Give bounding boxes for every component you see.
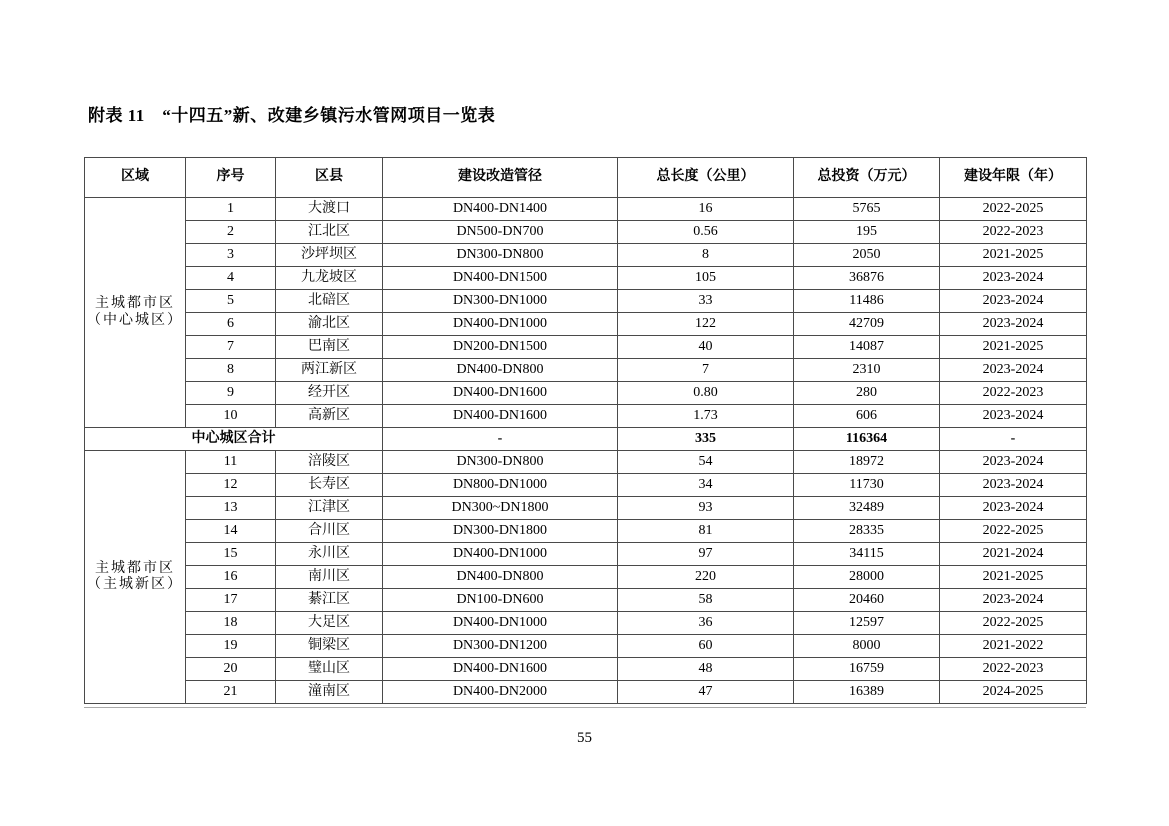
length-cell: 7 — [618, 359, 794, 382]
years-cell: 2022-2023 — [940, 221, 1087, 244]
table-row — [85, 681, 1087, 704]
investment-cell: 20460 — [794, 589, 940, 612]
region-line: （主城新区） — [87, 577, 183, 592]
years-cell: 2024-2025 — [940, 681, 1087, 704]
length-cell: 48 — [618, 658, 794, 681]
pipe-cell: DN400-DN2000 — [383, 681, 618, 704]
pipe-cell: DN400-DN1000 — [383, 543, 618, 566]
years-cell: 2023-2024 — [940, 451, 1087, 474]
table-row — [85, 589, 1087, 612]
pipe-cell: DN500-DN700 — [383, 221, 618, 244]
length-cell: 93 — [618, 497, 794, 520]
investment-cell: 16759 — [794, 658, 940, 681]
table-row — [85, 405, 1087, 428]
investment-cell: 280 — [794, 382, 940, 405]
investment-cell: 36876 — [794, 267, 940, 290]
length-cell: 1.73 — [618, 405, 794, 428]
seq-cell: 15 — [186, 543, 276, 566]
pipe-cell: DN300-DN800 — [383, 244, 618, 267]
seq-cell: 11 — [186, 451, 276, 474]
investment-cell: 14087 — [794, 336, 940, 359]
years-cell: 2023-2024 — [940, 359, 1087, 382]
length-cell: 220 — [618, 566, 794, 589]
years-cell: 2022-2023 — [940, 382, 1087, 405]
investment-cell: 8000 — [794, 635, 940, 658]
seq-cell: 2 — [186, 221, 276, 244]
investment-cell: 11486 — [794, 290, 940, 313]
pipe-cell: DN800-DN1000 — [383, 474, 618, 497]
seq-cell: 7 — [186, 336, 276, 359]
years-cell: 2023-2024 — [940, 589, 1087, 612]
district-cell: 渝北区 — [276, 313, 383, 336]
investment-cell: 18972 — [794, 451, 940, 474]
length-cell: 105 — [618, 267, 794, 290]
length-cell: 47 — [618, 681, 794, 704]
years-cell: 2023-2024 — [940, 313, 1087, 336]
region-line: （中心城区） — [87, 312, 183, 328]
investment-cell: 16389 — [794, 681, 940, 704]
district-cell: 巴南区 — [276, 336, 383, 359]
seq-cell: 13 — [186, 497, 276, 520]
years-cell: 2023-2024 — [940, 267, 1087, 290]
district-cell: 璧山区 — [276, 658, 383, 681]
header-region: 区域 — [85, 158, 186, 198]
years-cell: - — [940, 428, 1087, 451]
pipe-cell: DN100-DN600 — [383, 589, 618, 612]
pipe-cell: DN400-DN800 — [383, 359, 618, 382]
projects-table — [84, 157, 1087, 704]
seq-cell: 4 — [186, 267, 276, 290]
table-row — [85, 244, 1087, 267]
pipe-cell: DN400-DN1600 — [383, 658, 618, 681]
length-cell: 58 — [618, 589, 794, 612]
table-row — [85, 497, 1087, 520]
pipe-cell: DN300-DN1800 — [383, 520, 618, 543]
region-group-label — [85, 451, 186, 704]
district-cell: 长寿区 — [276, 474, 383, 497]
investment-cell: 11730 — [794, 474, 940, 497]
header-length: 总长度（公里） — [618, 158, 794, 198]
district-cell: 两江新区 — [276, 359, 383, 382]
table-header-row — [85, 158, 1087, 198]
table-row — [85, 382, 1087, 405]
investment-cell: 12597 — [794, 612, 940, 635]
years-cell: 2021-2022 — [940, 635, 1087, 658]
length-cell: 34 — [618, 474, 794, 497]
table-row — [85, 267, 1087, 290]
seq-cell: 14 — [186, 520, 276, 543]
district-cell: 潼南区 — [276, 681, 383, 704]
length-cell: 54 — [618, 451, 794, 474]
seq-cell: 9 — [186, 382, 276, 405]
investment-cell: 32489 — [794, 497, 940, 520]
investment-cell: 2310 — [794, 359, 940, 382]
header-seq: 序号 — [186, 158, 276, 198]
seq-cell: 18 — [186, 612, 276, 635]
years-cell: 2023-2024 — [940, 474, 1087, 497]
seq-cell: 16 — [186, 566, 276, 589]
seq-cell: 10 — [186, 405, 276, 428]
district-cell: 南川区 — [276, 566, 383, 589]
district-cell: 九龙坡区 — [276, 267, 383, 290]
length-cell: 16 — [618, 198, 794, 221]
district-cell: 江北区 — [276, 221, 383, 244]
pipe-cell: DN300~DN1800 — [383, 497, 618, 520]
years-cell: 2022-2023 — [940, 658, 1087, 681]
investment-cell: 116364 — [794, 428, 940, 451]
table-row — [85, 359, 1087, 382]
seq-cell: 20 — [186, 658, 276, 681]
table-row — [85, 635, 1087, 658]
page-number: 55 — [577, 730, 592, 746]
pipe-cell: DN200-DN1500 — [383, 336, 618, 359]
district-cell: 合川区 — [276, 520, 383, 543]
district-cell: 沙坪坝区 — [276, 244, 383, 267]
years-cell: 2022-2025 — [940, 198, 1087, 221]
length-cell: 335 — [618, 428, 794, 451]
district-cell: 綦江区 — [276, 589, 383, 612]
region-line: 主城都市区 — [95, 296, 175, 312]
investment-cell: 28335 — [794, 520, 940, 543]
table-row — [85, 520, 1087, 543]
pipe-cell: DN400-DN1000 — [383, 313, 618, 336]
district-cell: 大足区 — [276, 612, 383, 635]
pipe-cell: DN300-DN1000 — [383, 290, 618, 313]
pipe-cell: DN300-DN1200 — [383, 635, 618, 658]
table-row — [85, 543, 1087, 566]
seq-cell: 12 — [186, 474, 276, 497]
length-cell: 0.56 — [618, 221, 794, 244]
investment-cell: 34115 — [794, 543, 940, 566]
investment-cell: 28000 — [794, 566, 940, 589]
seq-cell: 1 — [186, 198, 276, 221]
district-cell: 大渡口 — [276, 198, 383, 221]
table-row — [85, 290, 1087, 313]
length-cell: 122 — [618, 313, 794, 336]
district-cell: 涪陵区 — [276, 451, 383, 474]
seq-cell: 8 — [186, 359, 276, 382]
pipe-cell: DN400-DN1600 — [383, 382, 618, 405]
table-row — [85, 566, 1087, 589]
seq-cell: 19 — [186, 635, 276, 658]
years-cell: 2021-2025 — [940, 244, 1087, 267]
table-continuation-rule — [84, 707, 1086, 708]
investment-cell: 5765 — [794, 198, 940, 221]
seq-cell: 21 — [186, 681, 276, 704]
table-row — [85, 198, 1087, 221]
years-cell: 2022-2025 — [940, 612, 1087, 635]
length-cell: 33 — [618, 290, 794, 313]
table-row — [85, 451, 1087, 474]
district-cell: 北碚区 — [276, 290, 383, 313]
district-cell: 经开区 — [276, 382, 383, 405]
years-cell: 2023-2024 — [940, 497, 1087, 520]
investment-cell: 606 — [794, 405, 940, 428]
seq-cell: 5 — [186, 290, 276, 313]
header-pipe: 建设改造管径 — [383, 158, 618, 198]
length-cell: 60 — [618, 635, 794, 658]
header-years: 建设年限（年） — [940, 158, 1087, 198]
pipe-cell: DN400-DN1600 — [383, 405, 618, 428]
subtotal-label: 中心城区合计 — [85, 428, 383, 451]
table-row — [85, 336, 1087, 359]
table-row — [85, 221, 1087, 244]
district-cell: 铜梁区 — [276, 635, 383, 658]
years-cell: 2021-2025 — [940, 566, 1087, 589]
pipe-cell: DN400-DN1400 — [383, 198, 618, 221]
length-cell: 81 — [618, 520, 794, 543]
table-row — [85, 313, 1087, 336]
pipe-cell: DN400-DN1000 — [383, 612, 618, 635]
pipe-cell: DN400-DN1500 — [383, 267, 618, 290]
region-group-label — [85, 198, 186, 428]
district-cell: 高新区 — [276, 405, 383, 428]
table-caption: 附表 11 “十四五”新、改建乡镇污水管网项目一览表 — [88, 106, 496, 125]
district-cell: 江津区 — [276, 497, 383, 520]
seq-cell: 17 — [186, 589, 276, 612]
header-district: 区县 — [276, 158, 383, 198]
length-cell: 97 — [618, 543, 794, 566]
district-cell: 永川区 — [276, 543, 383, 566]
investment-cell: 42709 — [794, 313, 940, 336]
investment-cell: 195 — [794, 221, 940, 244]
pipe-cell: DN300-DN800 — [383, 451, 618, 474]
region-line: 主城都市区 — [95, 560, 175, 576]
length-cell: 0.80 — [618, 382, 794, 405]
length-cell: 40 — [618, 336, 794, 359]
pipe-cell: - — [383, 428, 618, 451]
table-row — [85, 658, 1087, 681]
length-cell: 36 — [618, 612, 794, 635]
years-cell: 2021-2025 — [940, 336, 1087, 359]
years-cell: 2023-2024 — [940, 405, 1087, 428]
seq-cell: 3 — [186, 244, 276, 267]
header-investment: 总投资（万元） — [794, 158, 940, 198]
pipe-cell: DN400-DN800 — [383, 566, 618, 589]
years-cell: 2023-2024 — [940, 290, 1087, 313]
table-row — [85, 474, 1087, 497]
years-cell: 2022-2025 — [940, 520, 1087, 543]
investment-cell: 2050 — [794, 244, 940, 267]
table-row — [85, 612, 1087, 635]
years-cell: 2021-2024 — [940, 543, 1087, 566]
subtotal-row — [85, 428, 1087, 451]
length-cell: 8 — [618, 244, 794, 267]
seq-cell: 6 — [186, 313, 276, 336]
